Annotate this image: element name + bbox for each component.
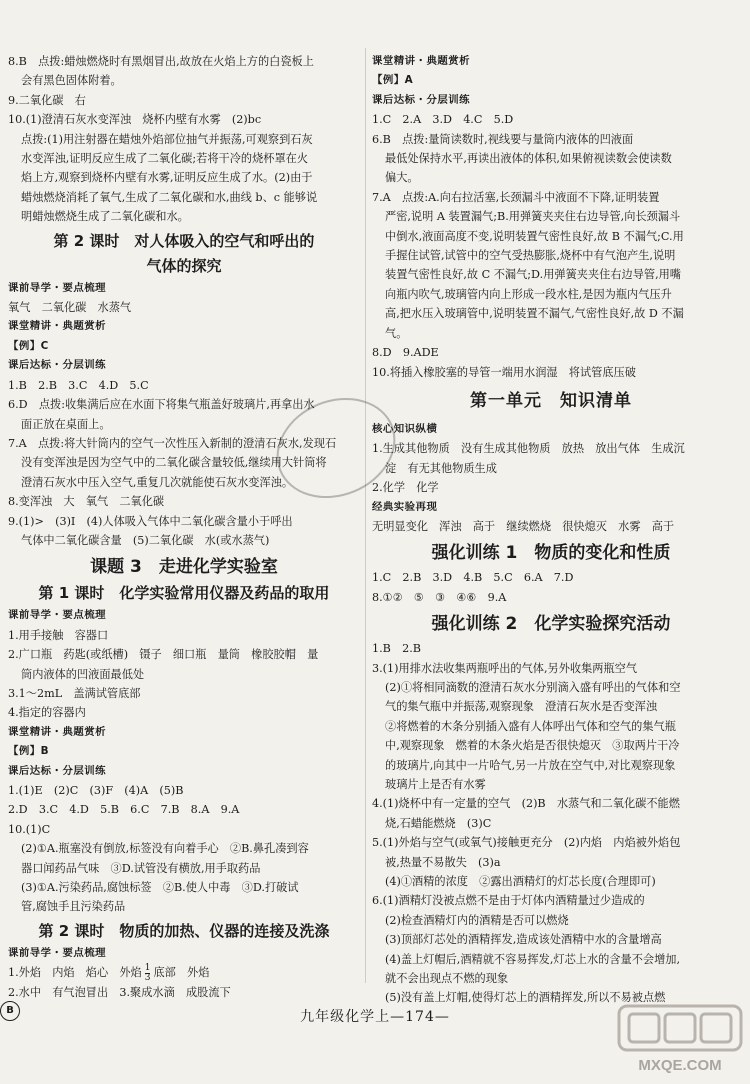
answer-line: 蜡烛燃烧消耗了氧气,生成了二氧化碳和水,曲线 b、c 能够说	[21, 190, 318, 204]
answer-line: 7.A 点拨:A.向右拉活塞,长颈漏斗中液面不下降,证明装置	[372, 190, 660, 204]
answer-line: 氧气 二氧化碳 水蒸气	[8, 301, 132, 315]
answer-line: 手握住试管,试管中的空气受热膨胀,烧杯中有气泡产生,说明	[385, 249, 676, 263]
answer-line: 10.(1)澄清石灰水变浑浊 烧杯内壁有水雾 (2)bc	[8, 113, 262, 127]
svg-text:MXQE.COM: MXQE.COM	[638, 1057, 722, 1074]
answer-line: 8.①② ⑤ ③ ④⑥ 9.A	[372, 590, 507, 604]
answer-line: (5)没有盖上灯帽,使得灯芯上的酒精挥发,所以不易被点燃	[385, 991, 666, 1005]
answer-line: 2.化学 化学	[372, 481, 439, 495]
answer-line: 中,观察现象 燃着的木条火焰是否很快熄灭 ③取两片干冷	[385, 739, 680, 753]
answer-line: 6.D 点拨:收集满后应在水面下将集气瓶盖好玻璃片,再拿出水	[8, 398, 315, 412]
lesson-heading: 第 2 课时 对人体吸入的空气和呼出的	[53, 231, 315, 250]
answer-line: 筒内液体的凹液面最低处	[21, 667, 145, 681]
answer-line: 2.广口瓶 药匙(或纸槽) 镊子 细口瓶 量筒 橡胶胶帽 量	[8, 648, 319, 662]
section-label: 经典实验再现	[372, 500, 438, 513]
answer-line: 面正放在桌面上。	[21, 417, 111, 431]
answer-line: 8.B 点拨:蜡烛燃烧时有黑烟冒出,故放在火焰上方的白瓷板上	[8, 55, 314, 68]
column-divider	[365, 48, 366, 983]
answer-line: 6.B 点拨:量筒读数时,视线要与量筒内液体的凹液面	[372, 132, 634, 146]
answer-line: 8.变浑浊 大 氧气 二氧化碳	[8, 495, 165, 509]
section-label: 课后达标・分层训练	[8, 764, 107, 777]
section-label: 课后达标・分层训练	[372, 93, 471, 106]
answer-line: 8.D 9.ADE	[372, 346, 439, 360]
answer-line: 气体中二氧化碳含量 (5)二氧化碳 水(或水蒸气)	[21, 533, 270, 547]
section-heading: 强化训练 1 物质的变化和性质	[431, 543, 671, 564]
section-label: 课堂精讲・典题赏析	[8, 725, 107, 738]
section-label: 课前导学・要点梳理	[8, 281, 107, 294]
answer-line: 烧,石蜡能燃烧 (3)C	[385, 816, 492, 830]
answer-line: 3.(1)用排水法收集两瓶呼出的气体,另外收集两瓶空气	[372, 661, 638, 675]
section-label: 课堂精讲・典题赏析	[372, 55, 471, 67]
answer-line: (2)①将相同滴数的澄清石灰水分别滴入盛有呼出的气体和空	[385, 680, 681, 694]
answer-line: 点拨:(1)用注射器在蜡烛外焰部位抽气并振荡,可观察到石灰	[21, 132, 313, 146]
lesson-heading: 第 1 课时 化学实验常用仪器及药品的取用	[38, 584, 330, 603]
answer-line: 管,腐蚀手且污染药品	[21, 900, 126, 914]
left-column	[8, 52, 360, 1002]
answer-line: 9.二氧化碳 右	[8, 93, 86, 107]
answer-line: 1.B 2.B 3.C 4.D 5.C	[8, 378, 149, 392]
answer-line: 1.C 2.A 3.D 4.C 5.D	[372, 113, 514, 127]
answer-line: 4.(1)烧杯中有一定量的空气 (2)B 水蒸气和二氧化碳不能燃	[372, 797, 680, 811]
answer-line: 的玻璃片,向其中一片哈气,另一片放在空气中,对比观察现象	[385, 758, 676, 772]
section-label: 课堂精讲・典题赏析	[8, 320, 107, 333]
section-heading: 强化训练 2 化学实验探究活动	[431, 614, 671, 635]
answer-line: 1.生成其他物质 没有生成其他物质 放热 放出气体 生成沉	[372, 442, 685, 456]
answer-line: 焰上方,观察到烧杯内壁有水雾,证明反应生成了水。(2)由于	[21, 171, 313, 185]
answer-line: 1.B 2.B	[372, 642, 421, 656]
answer-line: 偏大。	[385, 171, 419, 185]
section-label: 课前导学・要点梳理	[8, 609, 107, 622]
answer-line: 装置气密性良好,故 C 不漏气;D.用弹簧夹夹住右边导管,用嘴	[385, 268, 681, 282]
section-label: 课前导学・要点梳理	[8, 946, 107, 959]
section-label: 【例】B	[8, 745, 50, 758]
unit-heading: 第一单元 知识清单	[470, 390, 632, 411]
answer-line: 高,把水压入玻璃管中,说明装置不漏气,气密性良好,故 D 不漏	[385, 307, 684, 321]
lesson-heading: 气体的探究	[146, 256, 222, 275]
answer-line: 严密,说明 A 装置漏气;B.用弹簧夹夹住右边导管,向长颈漏斗	[385, 210, 681, 224]
fraction-numerator: 1	[144, 963, 151, 973]
lesson-heading: 第 2 课时 物质的加热、仪器的连接及洗涤	[38, 921, 330, 940]
answer-line: 7.A 点拨:将大针筒内的空气一次性压入新制的澄清石灰水,发现石	[8, 436, 337, 450]
answer-line: (4)盖上灯帽后,酒精就不容易挥发,灯芯上水的含量不会增加,	[385, 952, 681, 966]
answer-line: 3.1～2mL 盖满试管底部	[8, 686, 141, 700]
answer-line: (2)检查酒精灯内的酒精是否可以燃烧	[385, 913, 569, 927]
section-heading: 课题 3 走进化学实验室	[90, 557, 278, 578]
page-footer: 九年级化学上—174—	[300, 1009, 450, 1025]
fraction-denominator: 3	[144, 972, 151, 983]
answer-line: (4)①酒精的浓度 ②露出酒精灯的灯芯长度(合理即可)	[385, 875, 656, 889]
answer-line: (3)顶部灯芯处的酒精挥发,造成该处酒精中水的含量增高	[385, 933, 662, 947]
answer-line: 玻璃片上是否有水雾	[385, 778, 486, 791]
answer-line: (2)①A.瓶塞没有倒放,标签没有向着手心 ②B.鼻孔凑到容	[21, 842, 309, 856]
answer-line: 9.(1)> (3)I (4)人体吸入气体中二氧化碳含量小于呼出	[8, 514, 293, 528]
section-label: 【例】A	[372, 74, 414, 87]
section-label: 核心知识纵横	[372, 422, 438, 435]
answer-line: 4.指定的容器内	[8, 706, 86, 720]
answer-line: 1.用手接触 容器口	[8, 628, 109, 642]
answer-line: 气。	[385, 326, 408, 340]
answer-line: 无明显变化 浑浊 高于 继续燃烧 很快熄灭 水雾 高于	[372, 519, 675, 533]
answer-line: 就不会出现点不燃的现象	[385, 972, 509, 986]
answer-text: 1.外焰 内焰 焰心 外焰	[8, 966, 142, 980]
answer-line: 6.(1)酒精灯没被点燃不是由于灯体内酒精量过少造成的	[372, 894, 645, 908]
answer-line: 会有黑色固体附着。	[21, 74, 122, 88]
answer-line: 被,热量不易散失 (3)a	[385, 855, 501, 869]
answer-line: ②将燃着的木条分别插入盛有人体呼出气体和空气的集气瓶	[385, 719, 676, 733]
section-label: 【例】C	[8, 339, 49, 352]
answer-line: 5.(1)外焰与空气(或氧气)接触更充分 (2)内焰 内焰被外焰包	[372, 836, 681, 850]
answer-line: 没有变浑浊是因为空气中的二氧化碳含量较低,继续用大针筒将	[21, 456, 327, 470]
answer-line: 明蜡烛燃烧生成了二氧化碳和水。	[21, 210, 189, 224]
answer-line: 澄清石灰水中压入空气,重复几次就能使石灰水变浑浊。	[21, 475, 294, 489]
answer-line: (3)①A.污染药品,腐蚀标签 ②B.使人中毒 ③D.打破试	[21, 881, 299, 895]
answer-line: 向瓶内吹气,玻璃管内向上形成一段水柱,是因为瓶内气压升	[385, 287, 672, 301]
answer-line: 1.(1)E (2)C (3)F (4)A (5)B	[8, 784, 184, 797]
answer-line: 10.将插入橡胶塞的导管一端用水润湿 将试管底压破	[372, 365, 636, 379]
page-badge: B	[0, 1001, 20, 1021]
answer-line: 最低处保持水平,再读出液体的体积,如果俯视读数会使读数	[385, 152, 672, 166]
right-column	[372, 52, 730, 1008]
answer-line: 10.(1)C	[8, 822, 51, 836]
answer-line: 气的集气瓶中并振荡,观察现象 澄清石灰水是否变浑浊	[385, 700, 658, 714]
answer-line: 1.C 2.B 3.D 4.B 5.C 6.A 7.D	[372, 571, 574, 585]
answer-line: 中倒水,液面高度不变,说明装置气密性良好,故 B 不漏气;C.用	[385, 229, 684, 243]
answer-line: 淀 有无其他物质生成	[385, 461, 497, 475]
watermark-logo	[615, 1000, 745, 1078]
answer-line: 水变浑浊,证明反应生成了二氧化碳;若将干冷的烧杯罩在火	[21, 152, 309, 166]
answer-line: 2.D 3.C 4.D 5.B 6.C 7.B 8.A 9.A	[8, 803, 240, 817]
answer-line: 2.水中 有气泡冒出 3.聚成水滴 成股流下	[8, 985, 231, 999]
answer-line: 器口闻药品气味 ③D.试管没有横放,用手取药品	[21, 861, 261, 875]
answer-text: 底部 外焰	[153, 966, 210, 980]
answer-line	[8, 963, 360, 983]
fraction	[145, 964, 151, 983]
section-label: 课后达标・分层训练	[8, 359, 107, 372]
